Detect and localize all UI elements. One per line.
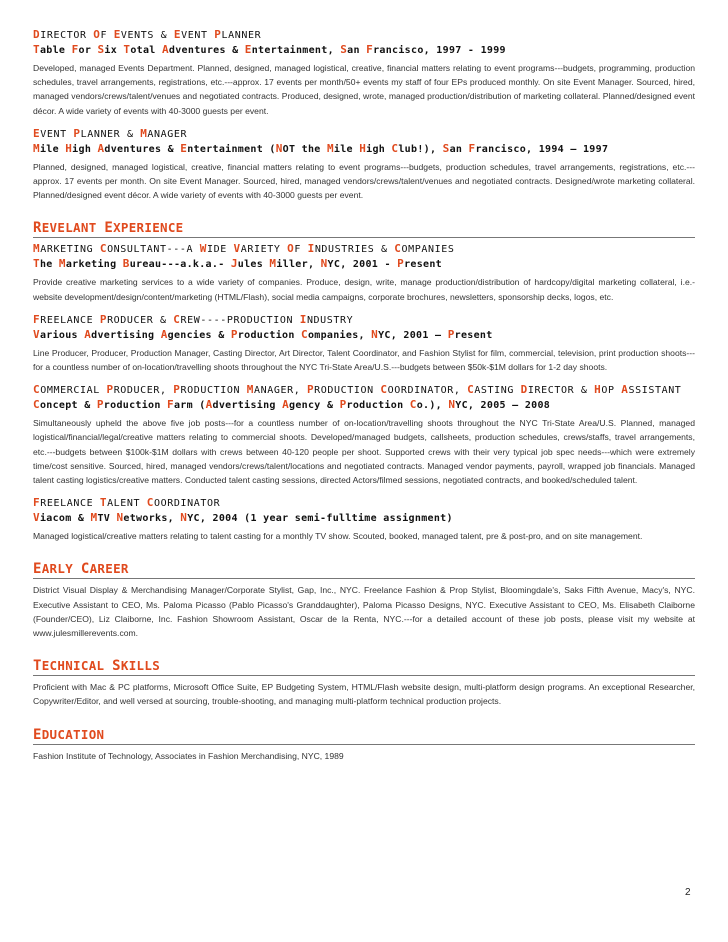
job-description: Simultaneously upheld the above five job posts---for a countless number of on-location/travelling shoots throughout the NYC Tri-State Area/U.S. Planned, managed logistical/financial/legal/creative matters relating to commercial shoots. Developed/managed budgets, callsheets, production schedules, crews/staffs, travel arrangements, etc.---budgets between $100k-$1M dollars with crews between 40-120 people per shoot. Supported crews with their very typical job spec needs---which were extremely time/cost sensitive. Sourced, hired, managed vendors/crews/talent/locations and negotiated contracts. Managed vendor payments, payroll, wrapped job financials. Managed talent casting logistics/creative matters. Conducted talent casting sessions, directed Actors/filmed sessions, negotiated contracts, and booked/scheduled talent. [33, 418, 695, 486]
company-line: Table For Six Total Adventures & Entertainment, San Francisco, 1997 - 1999 [33, 43, 506, 56]
technical-skills-text: Proficient with Mac & PC platforms, Microsoft Office Suite, EP Budgeting System, HTML/Flash website design, multi-platform design programs. An exceptional Researcher, Copywriter/Editor, and well versed at sourcing, trouble-shooting, and managing multi-platform technical production projects. [33, 682, 695, 707]
relevant-experience-section [33, 220, 695, 543]
page-number: 2 [685, 887, 691, 898]
job-description: Developed, managed Events Department. Planned, designed, managed logistical, creative, financial matters relating to event programs---budgets, programming, production schedules, travel arrangements, registrations, etc.---approx. 17 events per month/50+ events my staff of four EPs produced monthly. On site Event Manager. Sourced, hired, managed vendors/crews/talent/venues and negotiated contracts. Produced, designed, wrote, managed production/distribution of marketing collateral. Planned/designed event décor. A wide variety of events with 40-3000 guests per event. [33, 63, 695, 116]
job-entry [33, 313, 695, 374]
education-section [33, 727, 695, 763]
job-entry [33, 28, 695, 118]
resume-page [33, 28, 695, 763]
section-heading-relevant-experience: REVELANT EXPERIENCE [33, 220, 695, 238]
job-entry [33, 383, 695, 487]
company-line: Various Advertising Agencies & Production Companies, NYC, 2001 – Present [33, 327, 493, 341]
job-description: Provide creative marketing services to a wide variety of companies. Produce, design, write, manage production/distribution of hardcopy/digital marketing collateral, i.e.- website development/design/content/marketing (HTML/Flash), social media campaigns, corporate brochures, newsletters, sponsorship decks, logos, etc. [33, 277, 695, 302]
experience-continued [33, 28, 695, 202]
company-line: Viacom & MTV Networks, NYC, 2004 (1 year semi-fulltime assignment) [33, 511, 453, 525]
early-career-section [33, 561, 695, 640]
job-title: EVENT PLANNER & MANAGER [33, 126, 188, 140]
company-line: Concept & Production Farm (Advertising Agency & Production Co.), NYC, 2005 – 2008 [33, 398, 551, 412]
company-line: Mile High Adventures & Entertainment (NOT the Mile High Club!), San Francisco, 1994 – 1997 [33, 141, 609, 155]
job-title: FREELANCE PRODUCER & CREW----PRODUCTION INDUSTRY [33, 312, 354, 326]
job-title: FREELANCE TALENT COORDINATOR [33, 496, 221, 510]
early-career-text: District Visual Display & Merchandising Manager/Corporate Stylist, Gap, Inc., NYC. Freelance Fashion & Prop Stylist, Bloomingdale's, Saks Fifth Avenue, Macy's, NYC. Executive Assistant to CEO, Ms. Paloma Picasso (Pablo Picasso's Granddaughter), Paloma Picasso Designs, NYC. Executive Assistant to CEO, Ms. Elisabeth Claiborne (Founder/CEO), Liz Claiborne, Inc. Fashion Showroom Assistant, Oscar de la Renta, NYC.---for a detailed account of these job posts, please visit my website at www.julesmillerevents.com. [33, 585, 695, 639]
section-heading-early-career: EARLY CAREER [33, 561, 695, 579]
section-heading-education: EDUCATION [33, 727, 695, 745]
section-heading-technical-skills: TECHNICAL SKILLS [33, 658, 695, 676]
relevant-experience-entries [33, 242, 695, 543]
job-title: COMMERCIAL PRODUCER, PRODUCTION MANAGER, PRODUCTION COORDINATOR, CASTING DIRECTOR & HOP ASSISTANT [33, 383, 682, 397]
job-entry [33, 127, 695, 203]
job-title: DIRECTOR OF EVENTS & EVENT PLANNER [33, 28, 262, 41]
job-entry [33, 496, 695, 543]
technical-skills-section [33, 658, 695, 708]
job-description: Planned, designed, managed logistical, creative, financial matters relating to event programs---budgets, production schedules, travel arrangements, registrations, etc.---approx. 17 events per month. On site Event Manager. Sourced, hired, managed vendors/crews/talent/venues and negotiated contracts. Designed/wrote marketing collateral. Planned/designed event décor. A wide variety of events with 40-3000 guests per event. [33, 161, 695, 201]
job-description: Managed logistical/creative matters relating to talent casting for a monthly TV show. Scouted, booked, managed talent, pre & post-pro, and on site management. [33, 531, 643, 542]
job-description: Line Producer, Producer, Production Manager, Casting Director, Art Director, Talent Coordinator, and Fashion Stylist for film, commercial, television, print production shoots---for a countless number of on-location/travelling shoots throughout the NYC Tri-State Area/U.S.---budgets between $50k-$1M dollars for 1-2 day shoots. [33, 347, 695, 373]
company-line: The Marketing Bureau---a.k.a.- Jules Miller, NYC, 2001 - Present [33, 257, 442, 271]
job-entry [33, 242, 695, 303]
education-text: Fashion Institute of Technology, Associates in Fashion Merchandising, NYC, 1989 [33, 750, 344, 761]
job-title: MARKETING CONSULTANT---A WIDE VARIETY OF INDUSTRIES & COMPANIES [33, 242, 455, 256]
